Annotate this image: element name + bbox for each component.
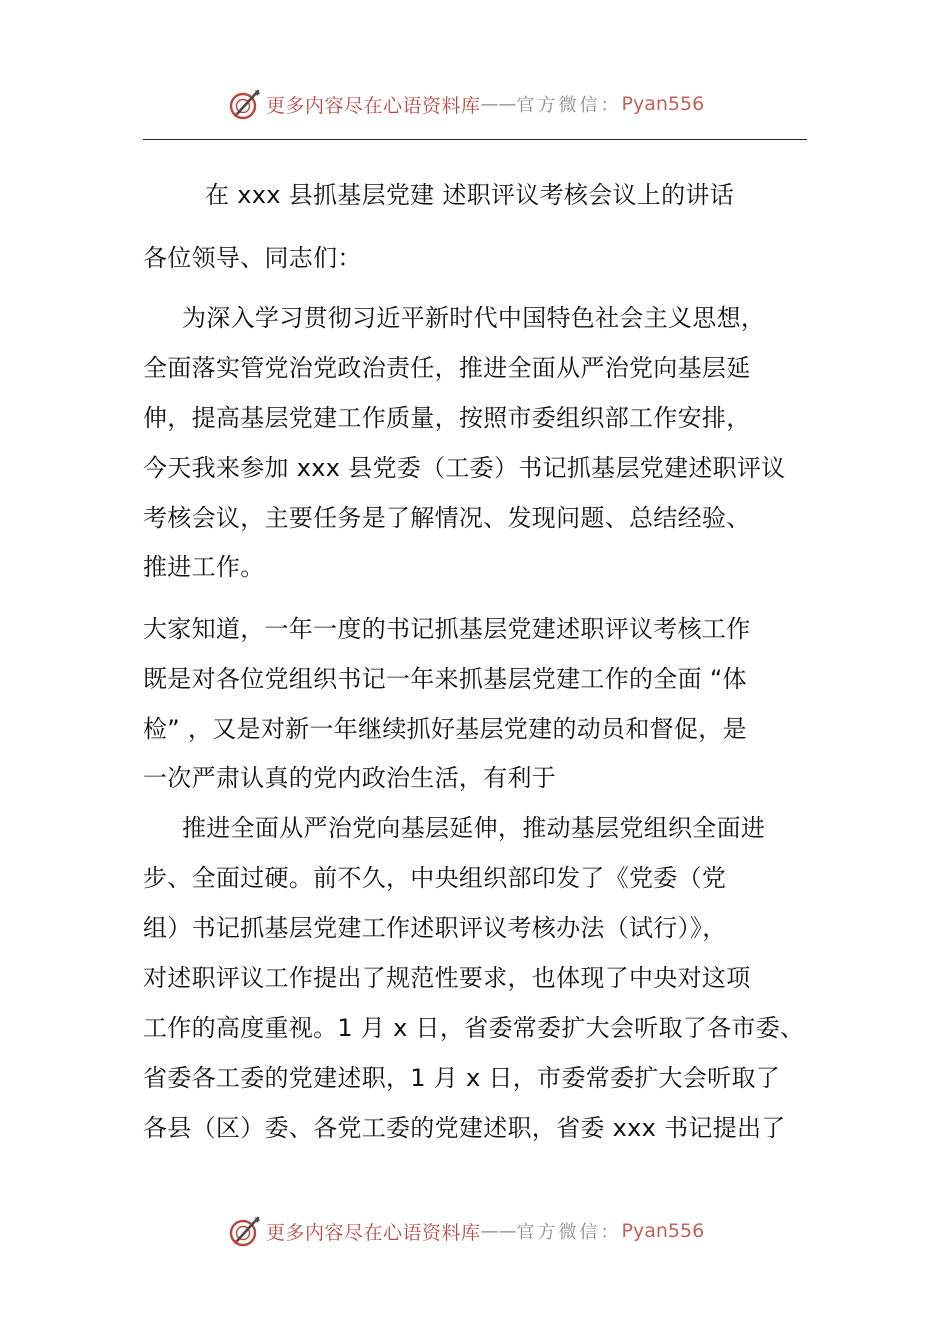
watermark-text: 更多内容尽在心语资料库 [266, 1221, 481, 1244]
paragraph-line: 伸，提高基层党建工作质量，按照市委组织部工作安排， [143, 404, 751, 432]
header-watermark [228, 84, 704, 124]
paragraph-line: 考核会议，主要任务是了解情况、发现问题、总结经验、 [143, 504, 751, 532]
watermark-wechat-id: Pyan556 [621, 93, 705, 115]
paragraph-line: 工作的高度重视。1 月 x 日，省委常委扩大会听取了各市委、 [143, 1014, 805, 1042]
watermark-dash: —— [480, 1220, 517, 1242]
watermark-label: 官方微信： [516, 95, 622, 116]
paragraph-line: 既是对各位党组织书记一年来抓基层党建工作的全面 “体 [143, 665, 747, 693]
paragraph-line: 大家知道，一年一度的书记抓基层党建述职评议考核工作 [143, 615, 751, 643]
calligraphy-brush-seal-icon [228, 1214, 262, 1248]
paragraph-line: 推进工作。 [143, 553, 265, 581]
paragraph-line: 今天我来参加 xxx 县党委（工委）书记抓基层党建述职评议 [143, 454, 786, 482]
salutation: 各位领导、同志们： [143, 244, 362, 272]
watermark-wechat-id: Pyan556 [621, 1220, 705, 1242]
calligraphy-brush-seal-icon [228, 87, 262, 121]
watermark-label: 官方微信： [516, 1222, 622, 1243]
paragraph-line: 为深入学习贯彻习近平新时代中国特色社会主义思想， [182, 304, 766, 332]
paragraph-line: 各县（区）委、各党工委的党建述职，省委 xxx 书记提出了 [143, 1114, 786, 1142]
paragraph-line: 检” ，又是对新一年继续抓好基层党建的动员和督促，是 [143, 715, 747, 743]
paragraph-line: 全面落实管党治党政治责任，推进全面从严治党向基层延 [143, 354, 751, 382]
paragraph-line: 推进全面从严治党向基层延伸，推动基层党组织全面进 [182, 814, 766, 842]
paragraph-line: 对述职评议工作提出了规范性要求，也体现了中央对这项 [143, 964, 751, 992]
paragraph-line: 步、全面过硬。前不久，中央组织部印发了《党委（党 [143, 864, 727, 892]
paragraph-line: 省委各工委的党建述职，1 月 x 日，市委常委扩大会听取了 [143, 1064, 781, 1092]
paragraph-line: 组）书记抓基层党建工作述职评议考核办法（试行）》， [143, 914, 727, 942]
document-title: 在 xxx 县抓基层党建 述职评议考核会议上的讲话 [205, 181, 734, 209]
watermark-text: 更多内容尽在心语资料库 [266, 94, 481, 117]
footer-watermark [228, 1211, 704, 1251]
watermark-dash: —— [480, 93, 517, 115]
paragraph-line: 一次严肃认真的党内政治生活，有利于 [143, 764, 557, 792]
header-divider [143, 139, 807, 140]
